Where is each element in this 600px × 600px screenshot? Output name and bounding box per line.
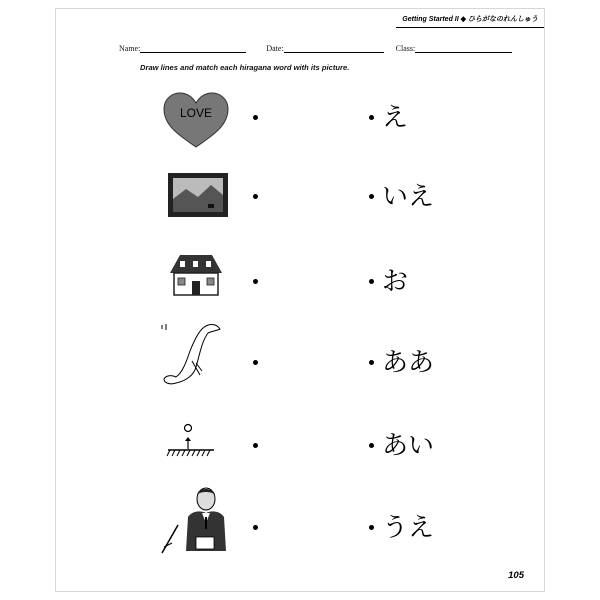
hiragana-word: あい bbox=[382, 431, 435, 461]
header-rule bbox=[396, 27, 544, 28]
worksheet-page bbox=[55, 8, 545, 592]
date-field[interactable] bbox=[284, 44, 384, 53]
match-row bbox=[56, 171, 546, 241]
hiragana-word: ああ bbox=[382, 348, 435, 378]
hiragana-word: いえ bbox=[382, 182, 435, 212]
right-dot[interactable] bbox=[369, 443, 374, 448]
class-label: Class: bbox=[395, 44, 416, 53]
left-dot[interactable] bbox=[253, 194, 258, 199]
house-icon bbox=[156, 253, 236, 319]
name-field[interactable] bbox=[140, 44, 246, 53]
page-header bbox=[402, 14, 538, 24]
hiragana-word: え bbox=[382, 103, 409, 133]
class-field[interactable] bbox=[415, 44, 512, 53]
instructions: Draw lines and match each hiragana word with its picture. bbox=[140, 63, 350, 72]
left-dot[interactable] bbox=[253, 525, 258, 530]
framed-picture-icon bbox=[156, 171, 236, 237]
heart-icon bbox=[156, 89, 236, 155]
cat-pouncing-icon bbox=[156, 321, 236, 387]
right-dot[interactable] bbox=[369, 525, 374, 530]
left-dot[interactable] bbox=[253, 360, 258, 365]
heart-text: LOVE bbox=[179, 106, 213, 120]
match-row bbox=[56, 253, 546, 323]
name-label: Name: bbox=[119, 44, 141, 53]
right-dot[interactable] bbox=[369, 279, 374, 284]
match-row bbox=[56, 419, 546, 489]
diamond-icon: ◆ bbox=[460, 16, 467, 23]
right-dot[interactable] bbox=[369, 115, 374, 120]
match-row bbox=[56, 89, 546, 159]
hiragana-word: お bbox=[382, 267, 409, 297]
left-dot[interactable] bbox=[253, 115, 258, 120]
header-subtitle: ひらがなのれんしゅう bbox=[468, 16, 538, 23]
match-row bbox=[56, 321, 546, 391]
pin-on-floor-icon bbox=[156, 419, 236, 485]
date-label: Date: bbox=[266, 44, 284, 53]
left-dot[interactable] bbox=[253, 443, 258, 448]
match-row bbox=[56, 483, 546, 553]
header-section: Getting Started II bbox=[402, 16, 459, 23]
speaker-man-icon bbox=[156, 483, 236, 557]
left-dot[interactable] bbox=[253, 279, 258, 284]
right-dot[interactable] bbox=[369, 194, 374, 199]
right-dot[interactable] bbox=[369, 360, 374, 365]
student-fields bbox=[119, 44, 512, 53]
hiragana-word: うえ bbox=[382, 513, 435, 543]
page-number: 105 bbox=[508, 570, 524, 581]
